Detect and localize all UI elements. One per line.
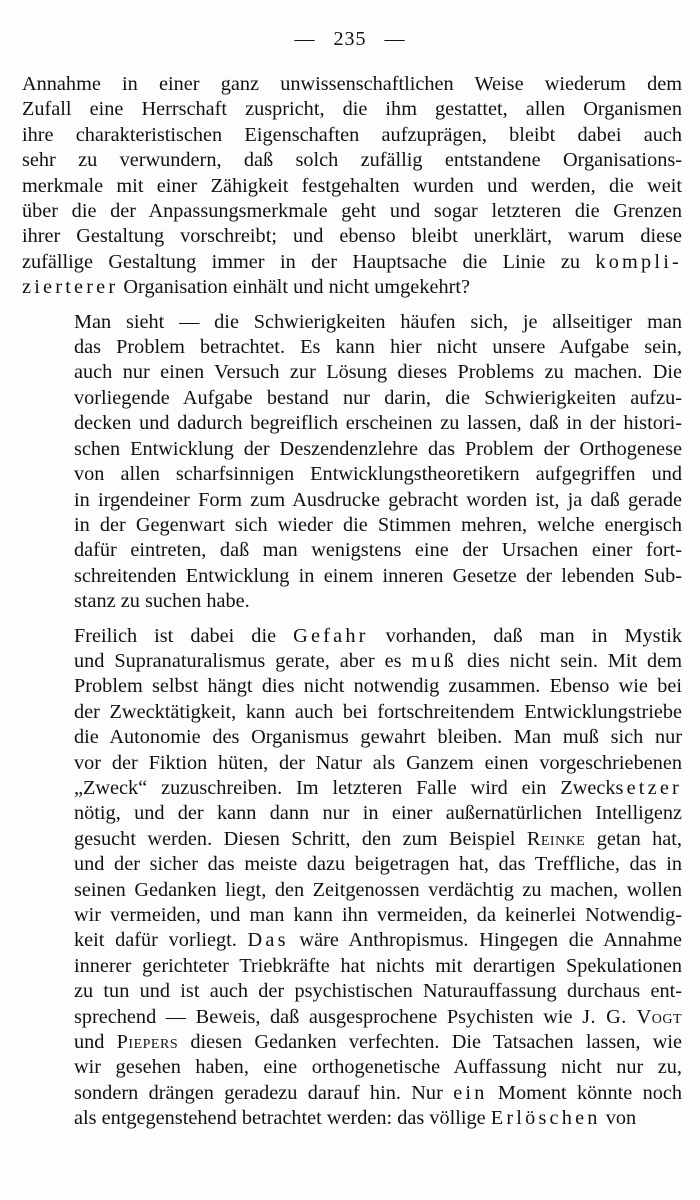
text-line: [22, 1005, 682, 1030]
text-segment: Problem selbst hängt dies nicht notwendig zusammen. Ebenso wie bei: [74, 675, 682, 698]
text-line: [22, 878, 682, 903]
text-segment: keit dafür vorliegt.: [74, 929, 248, 952]
text-segment: seinen Gedanken liegt, den Zeitgenossen verdächtig zu machen, wollen: [74, 878, 682, 901]
text-line: [22, 852, 682, 877]
text-line: [22, 801, 682, 826]
text-line: [22, 979, 682, 1004]
text-segment: schen Entwicklung der Deszendenzlehre das Problem der Orthogenese: [74, 437, 682, 460]
text-segment: nötig, und der kann dann nur in einer außernatürlichen Intelligenz: [74, 802, 682, 825]
text-segment: in der Gegenwart sich wieder die Stimmen mehren, welche energisch: [74, 513, 682, 536]
text-line: [22, 174, 682, 199]
text-segment: und: [74, 1031, 117, 1054]
text-line: [22, 462, 682, 487]
text-segment: „Zweck“ zuzuschreiben. Im letzteren Falle wird ein Zweck: [74, 776, 616, 799]
text-line: [22, 148, 682, 173]
text-segment: decken und dadurch begreiflich erscheinen zu lassen, daß in der histori-: [74, 412, 682, 435]
text-segment: stanz zu suchen habe.: [74, 590, 250, 613]
text-line: [22, 1030, 682, 1055]
spaced-emphasis: Gefahr: [293, 624, 369, 647]
text-line: [22, 928, 682, 953]
text-segment: Zufall eine Herrschaft zuspricht, die ihm gestattet, allen Organismen: [22, 98, 682, 121]
text-segment: in irgendeiner Form zum Ausdrucke gebracht worden ist, ja daß gerade: [74, 488, 682, 511]
text-line: [22, 903, 682, 928]
spaced-emphasis: ein: [453, 1081, 488, 1104]
text-line: [22, 751, 682, 776]
text-line: [22, 437, 682, 462]
body-text: [22, 72, 682, 1132]
paragraph: [22, 72, 682, 301]
spaced-emphasis: kompli-: [595, 250, 682, 273]
text-segment: Man sieht — die Schwierigkeiten häufen sich, je allseitiger man: [74, 310, 682, 333]
text-segment: von allen scharfsinnigen Entwicklungstheoretikern aufgegriffen und: [74, 463, 682, 486]
text-segment: wir vermeiden, und man kann ihn vermeiden, da keinerlei Notwendig-: [74, 904, 682, 926]
text-segment: die Autonomie des Organismus gewahrt bleiben. Man muß sich nur: [74, 726, 682, 749]
text-segment: und Supranaturalismus gerate, aber es: [74, 649, 412, 672]
page-number: 235: [333, 28, 367, 50]
text-line: [22, 624, 682, 649]
text-segment: von: [600, 1107, 637, 1130]
text-segment: wir gesehen haben, eine orthogenetische Auffassung nicht nur zu,: [74, 1056, 682, 1079]
text-line: [22, 386, 682, 411]
text-segment: zufällige Gestaltung immer in der Hauptsache die Linie zu: [22, 250, 596, 273]
spaced-emphasis: Erlöschen: [490, 1107, 601, 1130]
spaced-emphasis: muß: [411, 649, 458, 672]
text-line: [22, 513, 682, 538]
text-line: [22, 275, 682, 300]
text-segment: das Problem betrachtet. Es kann hier nicht unsere Aufgabe sein,: [74, 336, 682, 359]
spaced-emphasis: setzer: [615, 776, 682, 799]
text-segment: als entgegenstehend betrachtet werden: das völlige: [74, 1107, 491, 1130]
text-line: [22, 310, 682, 335]
text-line: [22, 827, 682, 852]
text-segment: über die der Anpassungsmerkmale geht und sogar letzteren die Grenzen: [22, 200, 682, 223]
text-line: [22, 725, 682, 750]
text-line: [22, 97, 682, 122]
text-segment: vor der Fiktion hüten, der Natur als Ganzem einen vorgeschriebenen: [74, 751, 682, 774]
text-line: [22, 589, 682, 614]
text-segment: Organisation einhält und nicht umgekehrt?: [118, 276, 470, 299]
text-segment: sprechend — Beweis, daß ausgesprochene Psychisten wie: [74, 1005, 583, 1028]
text-line: [22, 411, 682, 436]
author-name: J. G. Vogt: [582, 1005, 682, 1028]
text-line: [22, 1106, 682, 1131]
text-line: [22, 700, 682, 725]
text-segment: ihre charakteristischen Eigenschaften aufzuprägen, bleibt dabei auch: [22, 123, 682, 146]
text-segment: innerer gerichteter Triebkräfte hat nichts mit derartigen Spekulationen: [74, 954, 682, 977]
text-segment: wäre Anthropismus. Hingegen die Annahme: [288, 929, 682, 952]
text-segment: der Zwecktätigkeit, kann auch bei fortschreitendem Entwicklungstriebe: [74, 700, 682, 723]
text-line: [22, 250, 682, 275]
text-segment: Freilich ist dabei die: [74, 624, 294, 647]
text-segment: schreitenden Entwicklung in einem inneren Gesetze der lebenden Sub-: [74, 564, 682, 587]
text-segment: getan hat,: [585, 827, 682, 850]
text-segment: und der sicher das meiste dazu beigetragen hat, das Treffliche, das in: [74, 853, 682, 876]
header-dash-right: —: [384, 28, 406, 50]
paragraph: [22, 310, 682, 615]
author-name: Piepers: [116, 1031, 179, 1054]
text-line: [22, 564, 682, 589]
text-line: [22, 335, 682, 360]
text-line: [22, 776, 682, 801]
text-line: [22, 674, 682, 699]
text-line: [22, 649, 682, 674]
text-segment: vorhanden, daß man in Mystik: [368, 624, 682, 647]
text-line: [22, 1055, 682, 1080]
text-line: [22, 1081, 682, 1106]
page-header: [0, 28, 700, 51]
text-segment: dafür eintreten, daß man wenigstens eine der Ursachen einer fort-: [74, 539, 682, 562]
author-name: Reinke: [526, 827, 586, 850]
spaced-emphasis: zierterer: [22, 276, 119, 299]
text-line: [22, 123, 682, 148]
text-segment: zu tun und ist auch der psychistischen Naturauffassung durchaus ent-: [74, 980, 682, 1003]
text-segment: sehr zu verwundern, daß solch zufällig entstandene Organisations-: [22, 149, 682, 172]
text-line: [22, 72, 682, 97]
text-line: [22, 488, 682, 513]
paragraph: [22, 624, 682, 1132]
text-segment: diesen Gedanken verfechten. Die Tatsachen lassen, wie: [178, 1031, 682, 1054]
text-line: [22, 954, 682, 979]
text-segment: vorliegende Aufgabe bestand nur darin, die Schwierigkeiten aufzu-: [74, 386, 682, 409]
text-line: [22, 199, 682, 224]
spaced-emphasis: Das: [247, 929, 289, 952]
text-segment: ihrer Gestaltung vorschreibt; und ebenso bleibt unerklärt, warum diese: [22, 225, 682, 248]
text-segment: merkmale mit einer Zähigkeit festgehalten wurden und werden, die weit: [22, 174, 682, 197]
text-segment: Annahme in einer ganz unwissenschaftlichen Weise wiederum dem: [22, 73, 682, 95]
header-dash-left: —: [294, 28, 316, 50]
text-segment: auch nur einen Versuch zur Lösung dieses Problems zu machen. Die: [74, 361, 682, 384]
text-line: [22, 360, 682, 385]
text-segment: dies nicht sein. Mit dem: [457, 649, 682, 672]
text-line: [22, 538, 682, 563]
text-segment: sondern drängen geradezu darauf hin. Nur: [74, 1081, 454, 1104]
text-line: [22, 224, 682, 249]
text-segment: Moment könnte noch: [487, 1081, 682, 1104]
text-segment: gesucht werden. Diesen Schritt, den zum Beispiel: [74, 827, 527, 850]
